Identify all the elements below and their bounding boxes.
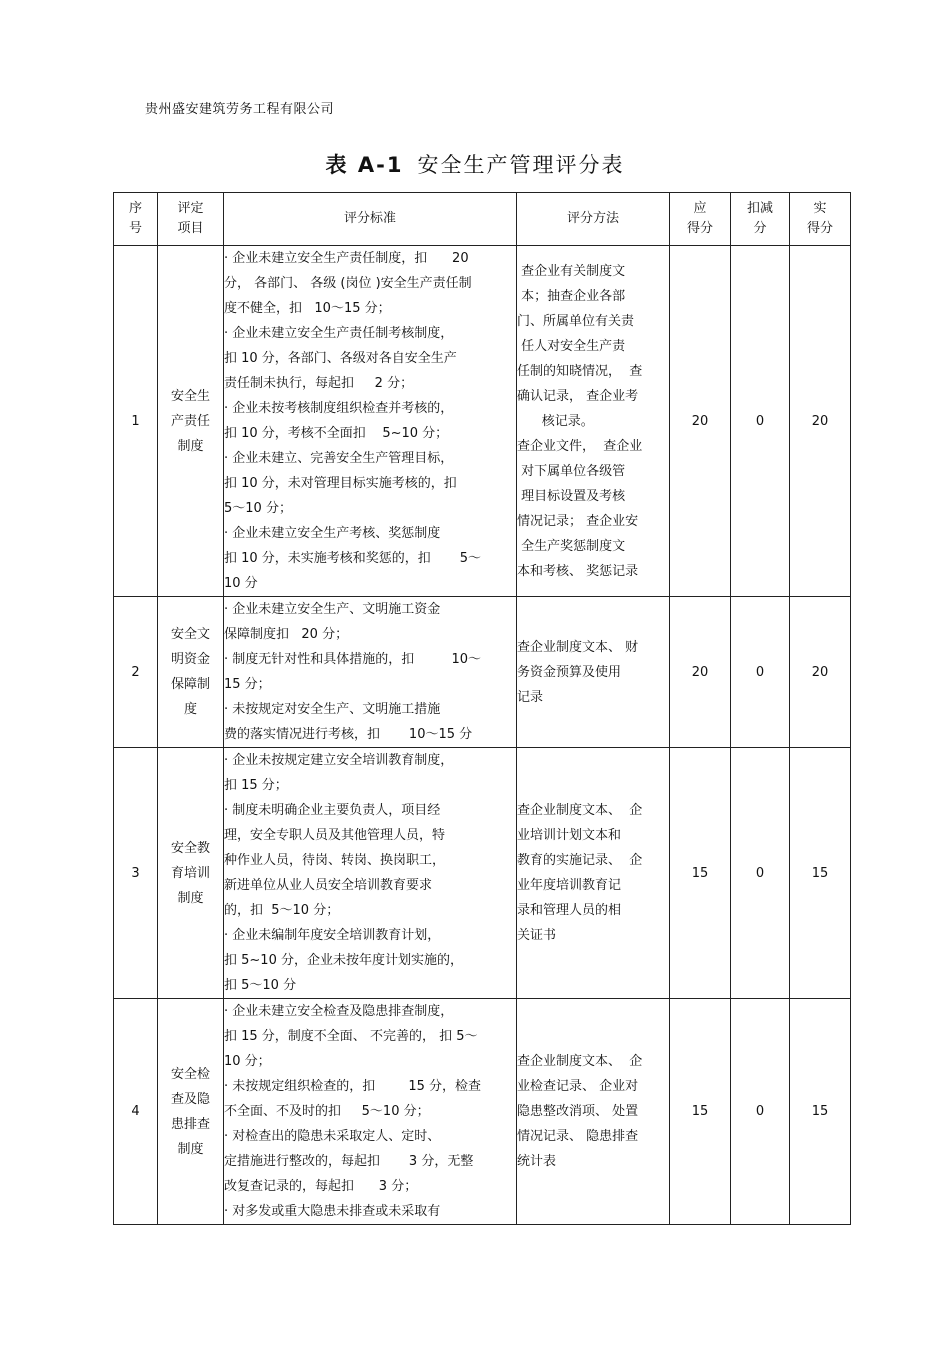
header-no [114,193,158,246]
cell-line: 序 [128,201,142,216]
cell-line: 安全检 [170,1066,210,1082]
page-title [0,149,950,179]
row-due-score: 20 [670,246,731,597]
row-actual-score: 15 [790,748,851,999]
row-item [158,246,224,597]
cell-line: · 企业未建立安全生产、文明施工资金 [224,602,441,617]
cell-line: 教育的实施记录、 企 [517,853,643,868]
cell-line: 情况记录； 查企业安 [517,513,639,529]
cell-line: 统计表 [517,1154,557,1169]
row-actual-score: 20 [790,246,851,597]
cell-line: 扣减 [746,201,773,216]
cell-line: 关证书 [517,928,557,943]
cell-line: 责任制未执行，每起扣 2 分； [224,376,414,391]
cell-line: 制度 [177,890,204,906]
cell-line: 扣 15 分，制度不全面、 不完善的， 扣 5～ [224,1029,478,1044]
header-method: 评分方法 [517,193,670,246]
header-due-score [670,193,731,246]
cell-line: 育培训 [170,865,210,881]
row-method [517,597,670,748]
table-row [114,748,851,999]
row-deduct-score: 0 [731,999,790,1225]
cell-line: 业检查记录、 企业对 [517,1079,639,1094]
cell-line: · 对检查出的隐患未采取定人、定时、 [224,1129,441,1144]
cell-line: 分 [753,221,767,236]
cell-line: · 制度未明确企业主要负责人，项目经 [224,803,441,818]
cell-line: 的，扣 5～10 分； [224,903,340,918]
cell-line: 业培训计划文本和 [517,828,622,843]
cell-line: 本；抽查企业各部 [517,288,626,304]
cell-line: 号 [128,221,142,236]
row-actual-score: 20 [790,597,851,748]
cell-line: · 对多发或重大隐患未排查或未采取有 [224,1204,441,1219]
cell-line: 任人对安全生产责 [517,338,626,354]
cell-line: 实 [813,201,827,216]
cell-line: 确认记录， 查企业考 [517,388,639,404]
cell-line: 种作业人员，待岗、转岗、换岗职工， [224,853,446,868]
table-title: 安全生产管理评分表 [417,153,625,177]
row-deduct-score: 0 [731,748,790,999]
cell-line: 门、所属单位有关责 [517,313,635,329]
cell-line: · 企业未建立安全生产责任制考核制度， [224,326,454,341]
cell-line: 扣 5～10 分 [224,978,297,993]
row-item [158,597,224,748]
cell-line: 扣 10 分，各部门、各级对各自安全生产 [224,351,457,366]
cell-line: 情况记录、 隐患排查 [517,1129,639,1144]
cell-line: · 企业未建立安全检查及隐患排查制度， [224,1004,454,1019]
cell-line: · 企业未建立安全生产责任制度，扣 20 [224,251,469,266]
cell-line: 安全教 [170,840,210,856]
row-deduct-score: 0 [731,246,790,597]
cell-line: · 企业未编制年度安全培训教育计划， [224,928,441,943]
cell-line: 评定 [177,201,204,216]
cell-line: 业年度培训教育记 [517,878,622,893]
cell-line: 查企业制度文本、 企 [517,803,643,818]
scoring-table [113,192,851,1225]
cell-line: 制度 [177,1141,204,1157]
header-actual-score [790,193,851,246]
cell-line: 全生产奖惩制度文 [517,538,626,554]
cell-line: 10 分 [224,576,258,591]
cell-line: · 企业未按考核制度组织检查并考核的， [224,401,454,416]
table-header-row [114,193,851,246]
cell-line: 任制的知晓情况， 查 [517,363,643,379]
row-method [517,748,670,999]
row-standard [224,597,517,748]
cell-line: 扣 10 分，考核不全面扣 5~10 分； [224,426,449,441]
cell-line: 保障制 [170,677,210,692]
cell-line: · 企业未建立安全生产考核、奖惩制度 [224,526,441,541]
cell-line: 费的落实情况进行考核，扣 10～15 分 [224,727,473,742]
row-item [158,748,224,999]
cell-line: 扣 10 分，未实施考核和奖惩的，扣 5～ [224,551,482,566]
cell-line: 本和考核、 奖惩记录 [517,563,639,579]
row-no: 1 [114,246,158,597]
row-standard [224,748,517,999]
cell-line: 对下属单位各级管 [517,463,626,479]
cell-line: 得分 [806,221,833,236]
cell-line: 10 分； [224,1054,271,1069]
company-name: 贵州盛安建筑劳务工程有限公司 [145,102,335,117]
cell-line: 制度 [177,438,204,454]
cell-line: 理，安全专职人员及其他管理人员，特 [224,828,446,843]
table-row [114,597,851,748]
cell-line: 度不健全，扣 10～15 分； [224,301,391,316]
row-no: 2 [114,597,158,748]
cell-line: 度 [183,702,197,717]
cell-line: 安全生 [170,388,210,404]
cell-line: 记录 [517,689,544,705]
row-item [158,999,224,1225]
row-no: 3 [114,748,158,999]
row-method [517,999,670,1225]
row-due-score: 20 [670,597,731,748]
cell-line: 理目标设置及考核 [517,488,626,504]
cell-line: 扣 15 分； [224,778,288,793]
cell-line: 隐患整改消项、 处置 [517,1104,639,1119]
cell-line: 务资金预算及使用 [517,664,622,680]
cell-line: 产责任 [170,413,210,429]
cell-line: 保障制度扣 20 分； [224,627,349,642]
cell-line: · 未按规定对安全生产、文明施工措施 [224,702,441,717]
header-deduct-score [731,193,790,246]
row-method [517,246,670,597]
table-code: 表 A-1 [325,153,404,177]
cell-line: 扣 5~10 分，企业未按年度计划实施的， [224,953,463,968]
cell-line: 15 分； [224,677,271,692]
row-actual-score: 15 [790,999,851,1225]
row-no: 4 [114,999,158,1225]
cell-line: 查企业有关制度文 [517,263,626,279]
row-standard [224,999,517,1225]
table-row [114,246,851,597]
cell-line: · 制度无针对性和具体措施的，扣 10～ [224,652,481,667]
cell-line: 明资金 [170,652,210,667]
cell-line: 应 [693,201,707,216]
row-standard [224,246,517,597]
cell-line: · 未按规定组织检查的，扣 15 分，检查 [224,1079,481,1094]
cell-line: 查企业制度文本、 企 [517,1054,643,1069]
cell-line: 得分 [686,221,713,236]
cell-line: 新进单位从业人员安全培训教育要求 [224,878,433,893]
cell-line: 查及隐 [170,1091,210,1107]
cell-line: · 企业未按规定建立安全培训教育制度， [224,753,454,768]
cell-line: 查企业文件， 查企业 [517,438,643,454]
cell-line: 分， 各部门、 各级 (岗位 )安全生产责任制 [224,276,472,291]
cell-line: 项目 [177,221,204,236]
cell-line: 定措施进行整改的，每起扣 3 分，无整 [224,1154,474,1169]
header-standard: 评分标准 [224,193,517,246]
cell-line: 安全文 [170,627,210,642]
cell-line: 核记录。 [517,413,594,429]
cell-line: 查企业制度文本、 财 [517,639,639,655]
cell-line: 不全面、不及时的扣 5～10 分； [224,1104,430,1119]
row-due-score: 15 [670,999,731,1225]
cell-line: 录和管理人员的相 [517,903,622,918]
cell-line: 改复查记录的，每起扣 3 分； [224,1179,418,1194]
header-item [158,193,224,246]
cell-line: 患排查 [170,1116,210,1132]
table-row [114,999,851,1225]
row-deduct-score: 0 [731,597,790,748]
cell-line: · 企业未建立、完善安全生产管理目标， [224,451,454,466]
cell-line: 扣 10 分，未对管理目标实施考核的，扣 [224,476,457,491]
cell-line: 5～10 分； [224,501,292,516]
row-due-score: 15 [670,748,731,999]
